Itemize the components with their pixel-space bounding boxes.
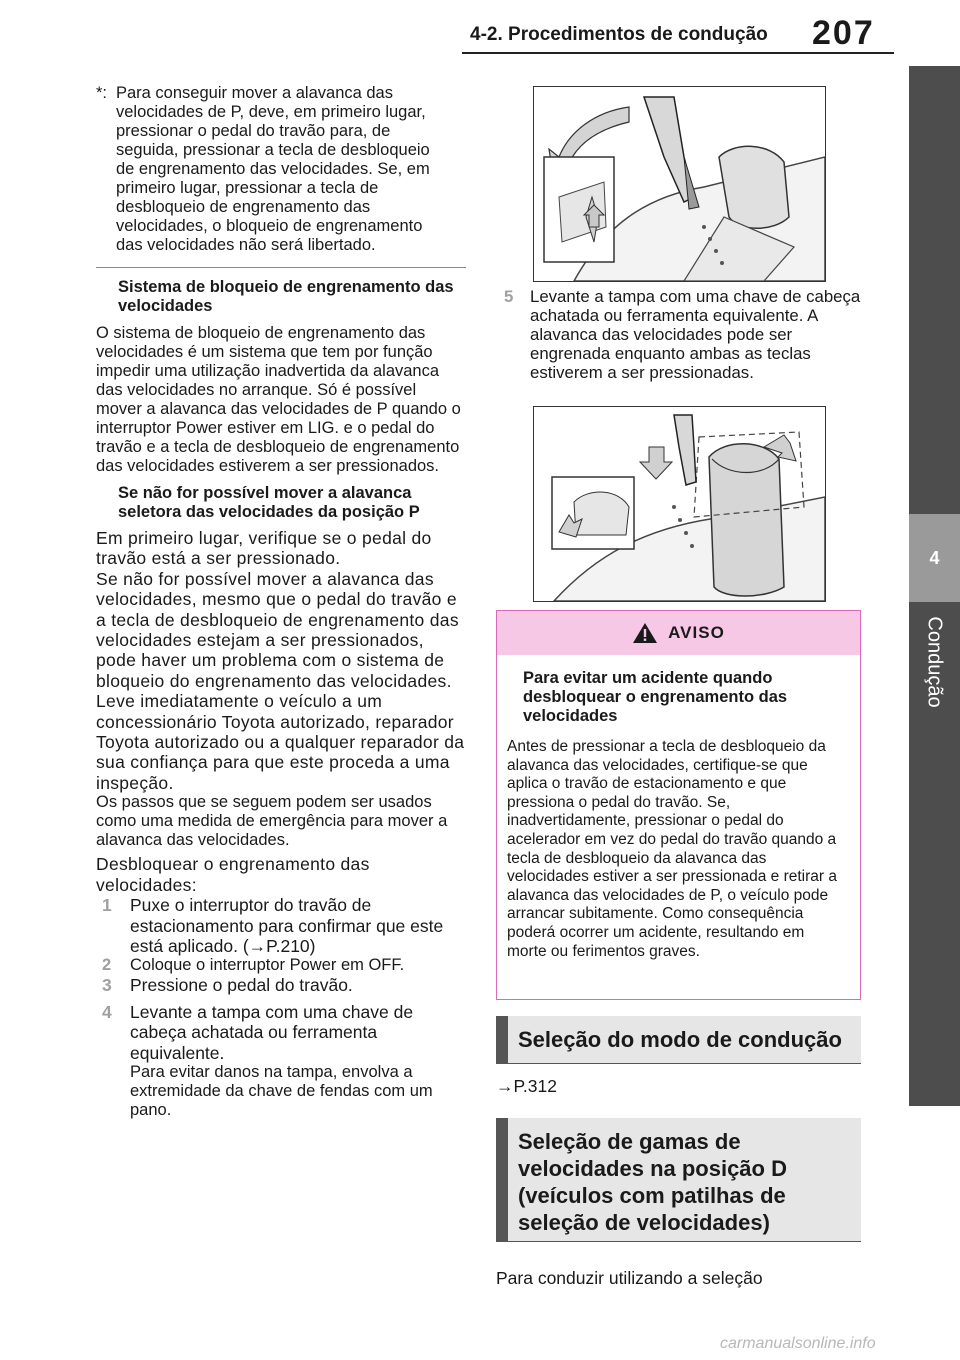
side-tab-label: Condução	[923, 616, 946, 708]
step-3	[96, 975, 466, 995]
step-text: Pressione o pedal do travão.	[130, 975, 353, 996]
header-title: 4-2. Procedimentos de condução	[470, 24, 768, 45]
step-text[interactable]: Puxe o interruptor do travão de estacionamento para confirmar que este está aplicado. (→P.210)	[130, 895, 444, 956]
cannot-move-text-1: Em primeiro lugar, verifique se o pedal do travão está a ser pressionado.	[96, 528, 432, 569]
step-number: 1	[102, 895, 112, 916]
warning-label: AVISO	[668, 623, 725, 642]
footnote-text: Para conseguir mover a alavanca das velocidades de P, deve, em primeiro lugar, pressionar o pedal do travão para, de seguida, pressionar a tecla de desbloqueio de engrenamento das velocidades. Se, em primeiro lugar, pressionar a tecla de desbloqueio de engrenamento das velocidades, o bloqueio de engrenamento das velocidades não será libertado.	[116, 84, 430, 254]
warning-triangle-icon	[632, 622, 658, 644]
cannot-move-text-4: Os passos que se seguem podem ser usados como uma medida de emergência para mover a alavanca das velocidades.	[96, 793, 448, 850]
step-text: Levante a tampa com uma chave de cabeça achatada ou ferramenta equivalente. A alavanca das velocidades pode ser engrenada enquanto ambas as teclas estiverem a ser pressionadas.	[530, 287, 861, 382]
step-number: 2	[102, 956, 112, 975]
step-number: 3	[102, 975, 112, 996]
page-number: 207	[812, 14, 875, 52]
step-5	[496, 287, 868, 382]
lock-section-text: O sistema de bloqueio de engrenamento das velocidades é um sistema que tem por função impedir uma utilização inadvertida da alavanca das velocidades no arranque. Só é possível mover a alavanca das velocidades de P quando o interruptor Power estiver em LIG. e o pedal do travão e a tecla de desbloqueio de engrenamento das velocidades estiverem a ser pressionados.	[96, 324, 461, 475]
step-2	[96, 956, 466, 975]
lock-section-title: Sistema de bloqueio de engrenamento das velocidades	[118, 278, 454, 315]
step-4	[96, 1002, 466, 1120]
warning-text: Antes de pressionar a tecla de desbloqueio da alavanca das velocidades, certifique-se que aplica o travão de estacionamento e que pressiona o pedal do travão. Se, inadvertidamente, pressionar o pedal do acelerador em vez do pedal do travão quando a tecla de desbloqueio da alavanca das velocidades estiver a ser pressionada e retirar a alavanca das velocidades de P, o veículo pode arrancar subitamente. Como consequência poderá ocorrer um acidente, resultando em morte ou ferimentos graves.	[507, 738, 837, 960]
left-column	[96, 84, 466, 1120]
section-gear-range-text: Para conduzir utilizando a seleção	[496, 1268, 763, 1288]
cannot-move-title: Se não for possível mover a alavanca seletora das velocidades da posição P	[118, 484, 420, 521]
warning-header	[497, 611, 860, 655]
cannot-move-text-3: Leve imediatamente o veículo a um concessionário Toyota autorizado, reparador Toyota autorizado ou a qualquer reparador da sua confiança para que este proceda a uma inspeção.	[96, 691, 465, 793]
divider	[96, 267, 466, 268]
step-text: Levante a tampa com uma chave de cabeça achatada ou ferramenta equivalente.	[130, 1001, 414, 1063]
section-gear-range-title: Seleção de gamas de velocidades na posição D (veículos com patilhas de seleção de velocidades)	[496, 1118, 861, 1242]
page-reference-link[interactable]: →P.312	[496, 1076, 557, 1096]
footnote	[96, 84, 466, 255]
step-text: Coloque o interruptor Power em OFF.	[130, 956, 405, 975]
header-rule	[462, 52, 894, 54]
step-1	[96, 895, 466, 956]
footnote-marker: *:	[96, 84, 108, 102]
watermark: carmanualsonline.info	[720, 1335, 876, 1352]
section-drive-mode-title: Seleção do modo de condução	[496, 1016, 861, 1064]
warning-subtitle: Para evitar um acidente quando desbloquear o engrenamento das velocidades	[523, 669, 788, 725]
cannot-move-text-5: Desbloquear o engrenamento das velocidades:	[96, 854, 370, 895]
warning-box	[496, 610, 861, 1000]
cannot-move-text-2: Se não for possível mover a alavanca das velocidades, mesmo que o pedal do travão e a tecla de desbloqueio de engrenamento das velocidades estejam a ser pressionados, pode haver um problema com o sistema de bloqueio do engrenamento das velocidades.	[96, 568, 459, 691]
step-number: 5	[504, 287, 514, 306]
step-extra-text: Para evitar danos na tampa, envolva a extremidade da chave de fendas com um pano.	[130, 1062, 433, 1119]
shift-cover-drawing	[534, 87, 825, 281]
illustration-shift-lever	[533, 406, 826, 602]
step-number: 4	[102, 1001, 112, 1022]
shift-lever-drawing	[534, 407, 825, 601]
illustration-shift-cover	[533, 86, 826, 282]
side-tab-chapter[interactable]: 4	[909, 514, 960, 602]
